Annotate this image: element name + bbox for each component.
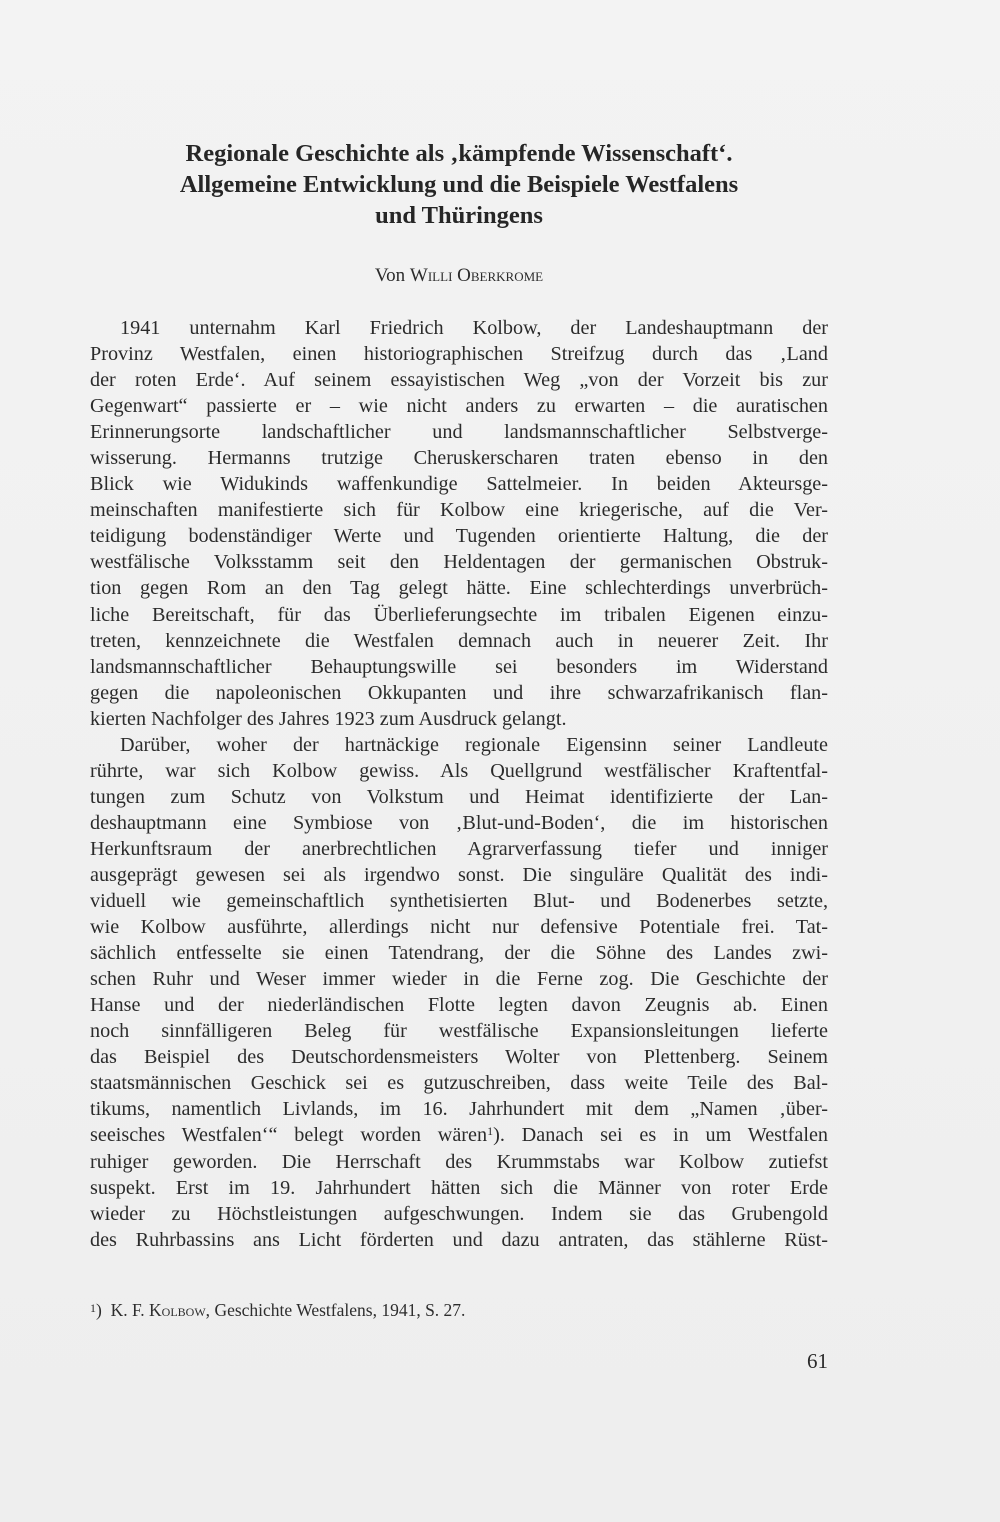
footnote-mark-suffix: ): [96, 1300, 102, 1320]
body-line: noch sinnfälligeren Beleg für westfälische Expansionsleitungen lieferte: [90, 1020, 828, 1043]
body-line: tungen zum Schutz von Volkstum und Heimat identifizierte der Lan-: [90, 785, 828, 808]
body-line: tion gegen Rom an den Tag gelegt hätte. Eine schlechterdings unverbrüch-: [90, 577, 828, 600]
body-line: sächlich entfesselte sie einen Tatendrang, der die Söhne des Landes zwi-: [90, 942, 828, 965]
body-line: tikums, namentlich Livlands, im 16. Jahrhundert mit dem „Namen ‚über-: [90, 1098, 828, 1121]
body-line: teidigung bodenständiger Werte und Tugenden orientierte Haltung, die der: [90, 525, 828, 548]
title-line-1: Regionale Geschichte als ‚kämpfende Wissenschaft‘.: [185, 140, 733, 167]
body-line: westfälische Volksstamm seit den Heldentagen der germanischen Obstruk-: [90, 551, 828, 574]
article-title: [90, 138, 828, 231]
byline-prefix: Von: [374, 265, 406, 286]
body-line-with-footnote-call: [90, 1122, 828, 1148]
body-line: des Ruhrbassins ans Licht förderten und dazu antraten, das stählerne Rüst-: [90, 1228, 828, 1251]
body-line: rührte, war sich Kolbow gewiss. Als Quellgrund westfälischer Kraftentfal-: [90, 759, 828, 782]
body-line-head: seeisches Westfalen‘“ belegt worden wären: [90, 1124, 488, 1147]
body-line: Provinz Westfalen, einen historiographischen Streifzug durch das ‚Land: [90, 343, 828, 366]
body-line: wisserung. Hermanns trutzige Cheruskerscharen traten ebenso in den: [90, 447, 828, 470]
footnote: [90, 1297, 828, 1321]
body-line: landsmannschaftlicher Behauptungswille sei besonders im Widerstand: [90, 655, 828, 678]
body-line: Gegenwart“ passierte er – wie nicht anders zu erwarten – die auratischen: [90, 395, 828, 418]
body-line: ruhiger geworden. Die Herrschaft des Krummstabs war Kolbow zutiefst: [90, 1150, 828, 1173]
body-line: deshauptmann eine Symbiose von ‚Blut-und-Boden‘, die im historischen: [90, 811, 828, 834]
body-line: schen Ruhr und Weser immer wieder in die Ferne zog. Die Geschichte der: [90, 968, 828, 991]
body-line: wie Kolbow ausführte, allerdings nicht nur defensive Potentiale frei. Tat-: [90, 916, 828, 939]
body-line: kierten Nachfolger des Jahres 1923 zum Ausdruck gelangt.: [90, 707, 567, 730]
body-line: suspekt. Erst im 19. Jahrhundert hätten sich die Männer von roter Erde: [90, 1176, 828, 1199]
body-line: das Beispiel des Deutschordensmeisters Wolter von Plettenberg. Seinem: [90, 1046, 828, 1069]
body-line: liche Bereitschaft, für das Überlieferungsechte im tribalen Eigenen einzu-: [90, 603, 828, 626]
body-line: 1941 unternahm Karl Friedrich Kolbow, der Landeshauptmann der: [120, 317, 828, 339]
body-line: ausgeprägt gewesen sei als irgendwo sonst. Die singuläre Qualität des indi-: [90, 863, 828, 886]
body-line-tail: ). Danach sei es in um Westfalen: [493, 1124, 828, 1147]
body-line: Erinnerungsorte landschaftlicher und landsmannschaftlicher Selbstverge-: [90, 421, 828, 444]
body-line: meinschaften manifestierte sich für Kolbow eine kriegerische, auf die Ver-: [90, 499, 828, 522]
title-line-2: Allgemeine Entwicklung und die Beispiele Westfalens: [179, 171, 739, 198]
body-line: gegen die napoleonischen Okkupanten und ihre schwarzafrikanisch flan-: [90, 681, 828, 704]
footnote-mark: 1: [90, 1301, 96, 1315]
body-line: der roten Erde‘. Auf seinem essayistischen Weg „von der Vorzeit bis zur: [90, 369, 828, 392]
body-line: Hanse und der niederländischen Flotte legten davon Zeugnis ab. Einen: [90, 994, 828, 1017]
body-line: treten, kennzeichnete die Westfalen demnach auch in neuerer Zeit. Ihr: [90, 629, 828, 652]
body-line: Blick wie Widukinds waffenkundige Sattelmeier. In beiden Akteursge-: [90, 473, 828, 496]
body-line: Darüber, woher der hartnäckige regionale Eigensinn seiner Landleute: [120, 733, 828, 756]
body-line: viduell wie gemeinschaftlich synthetisierten Blut- und Bodenerbes setzte,: [90, 890, 828, 913]
footnote-author: K. F. Kolbow,: [110, 1300, 211, 1320]
byline: [90, 264, 828, 288]
author-name: Willi Oberkrome: [409, 265, 544, 286]
footnote-text: Geschichte Westfalens, 1941, S. 27.: [210, 1300, 466, 1320]
body-line: wieder zu Höchstleistungen aufgeschwungen. Indem sie das Grubengold: [90, 1202, 828, 1225]
body-line: Herkunftsraum der anerbrechtlichen Agrarverfassung tiefer und inniger: [90, 837, 828, 860]
title-line-3: und Thüringens: [375, 202, 543, 229]
page-number: 61: [807, 1349, 828, 1373]
footnote-reference[interactable]: 1: [487, 1124, 494, 1139]
body-line: staatsmännischen Geschick sei es gutzuschreiben, dass weite Teile des Bal-: [90, 1072, 828, 1095]
body-text: [90, 315, 828, 1253]
